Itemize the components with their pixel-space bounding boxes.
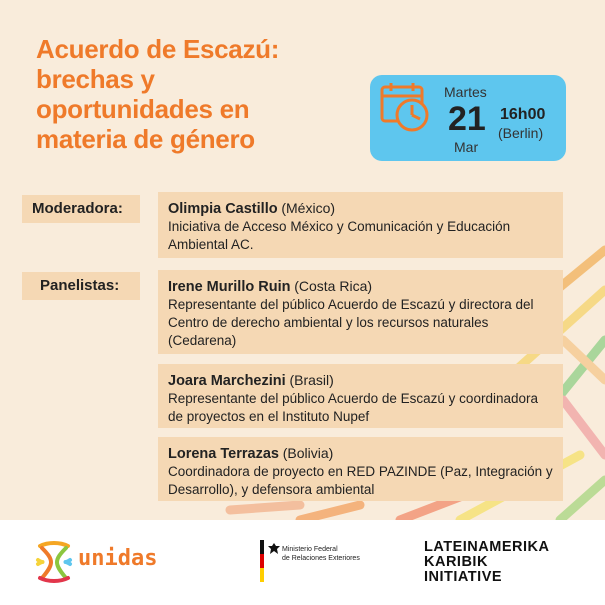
event-date-card (370, 75, 566, 161)
moderator-country: (México) (281, 200, 336, 216)
lki-line-1: LATEINAMERIKA (424, 539, 550, 555)
sponsor-footer (0, 520, 605, 605)
unidas-wordmark: unidas (78, 546, 158, 571)
panelist-country: (Costa Rica) (294, 278, 373, 294)
event-time: 16h00 (500, 106, 546, 123)
calendar-clock-icon (378, 79, 434, 135)
panelist-name: Joara Marchezini (168, 373, 286, 389)
title-line-1: Acuerdo de Escazú: (36, 34, 280, 64)
panelist-card-3 (158, 437, 563, 501)
event-timezone-city: (Berlin) (498, 125, 544, 141)
moderator-description: Iniciativa de Acceso México y Comunicación y Educación Ambiental AC. (168, 219, 511, 252)
lki-line-3: INITIATIVE (424, 569, 503, 585)
ministry-line-2: de Relaciones Exteriores (282, 555, 360, 562)
panelist-description: Representante del público Acuerdo de Escazú y directora del Centro de derecho ambiental y los recursos naturales (Cedarena) (168, 297, 534, 348)
panelist-card-1 (158, 270, 563, 354)
moderator-card (158, 192, 563, 258)
event-day: 21 (448, 100, 486, 138)
panelists-label: Panelistas: (22, 272, 140, 300)
lki-line-2: KARIBIK (424, 554, 488, 570)
panelist-country: (Bolivia) (282, 445, 334, 461)
moderator-name: Olimpia Castillo (168, 201, 278, 217)
event-month: Mar (454, 139, 479, 155)
title-line-3: oportunidades en (36, 94, 250, 124)
eagle-icon (266, 541, 282, 557)
moderator-label: Moderadora: (22, 195, 140, 223)
panelist-country: (Brasil) (289, 372, 334, 388)
ministry-line-1: Ministerio Federal (282, 546, 338, 553)
event-title (36, 34, 336, 154)
panelist-description: Coordinadora de proyecto en RED PAZINDE (Paz, Integración y Desarrollo), y defensora ambiental (168, 464, 553, 497)
lki-logo-text (424, 540, 549, 585)
panelist-description: Representante del público Acuerdo de Escazú y coordinadora de proyectos en el Instituto Nupef (168, 391, 538, 424)
panelist-card-2 (158, 364, 563, 428)
panelist-name: Irene Murillo Ruin (168, 279, 291, 295)
title-line-4: materia de género (36, 124, 255, 154)
ministry-name (282, 545, 360, 563)
panelist-name: Lorena Terrazas (168, 446, 279, 462)
unidas-logo-icon (34, 538, 74, 586)
title-line-2: brechas y (36, 64, 155, 94)
event-weekday: Martes (444, 84, 487, 100)
